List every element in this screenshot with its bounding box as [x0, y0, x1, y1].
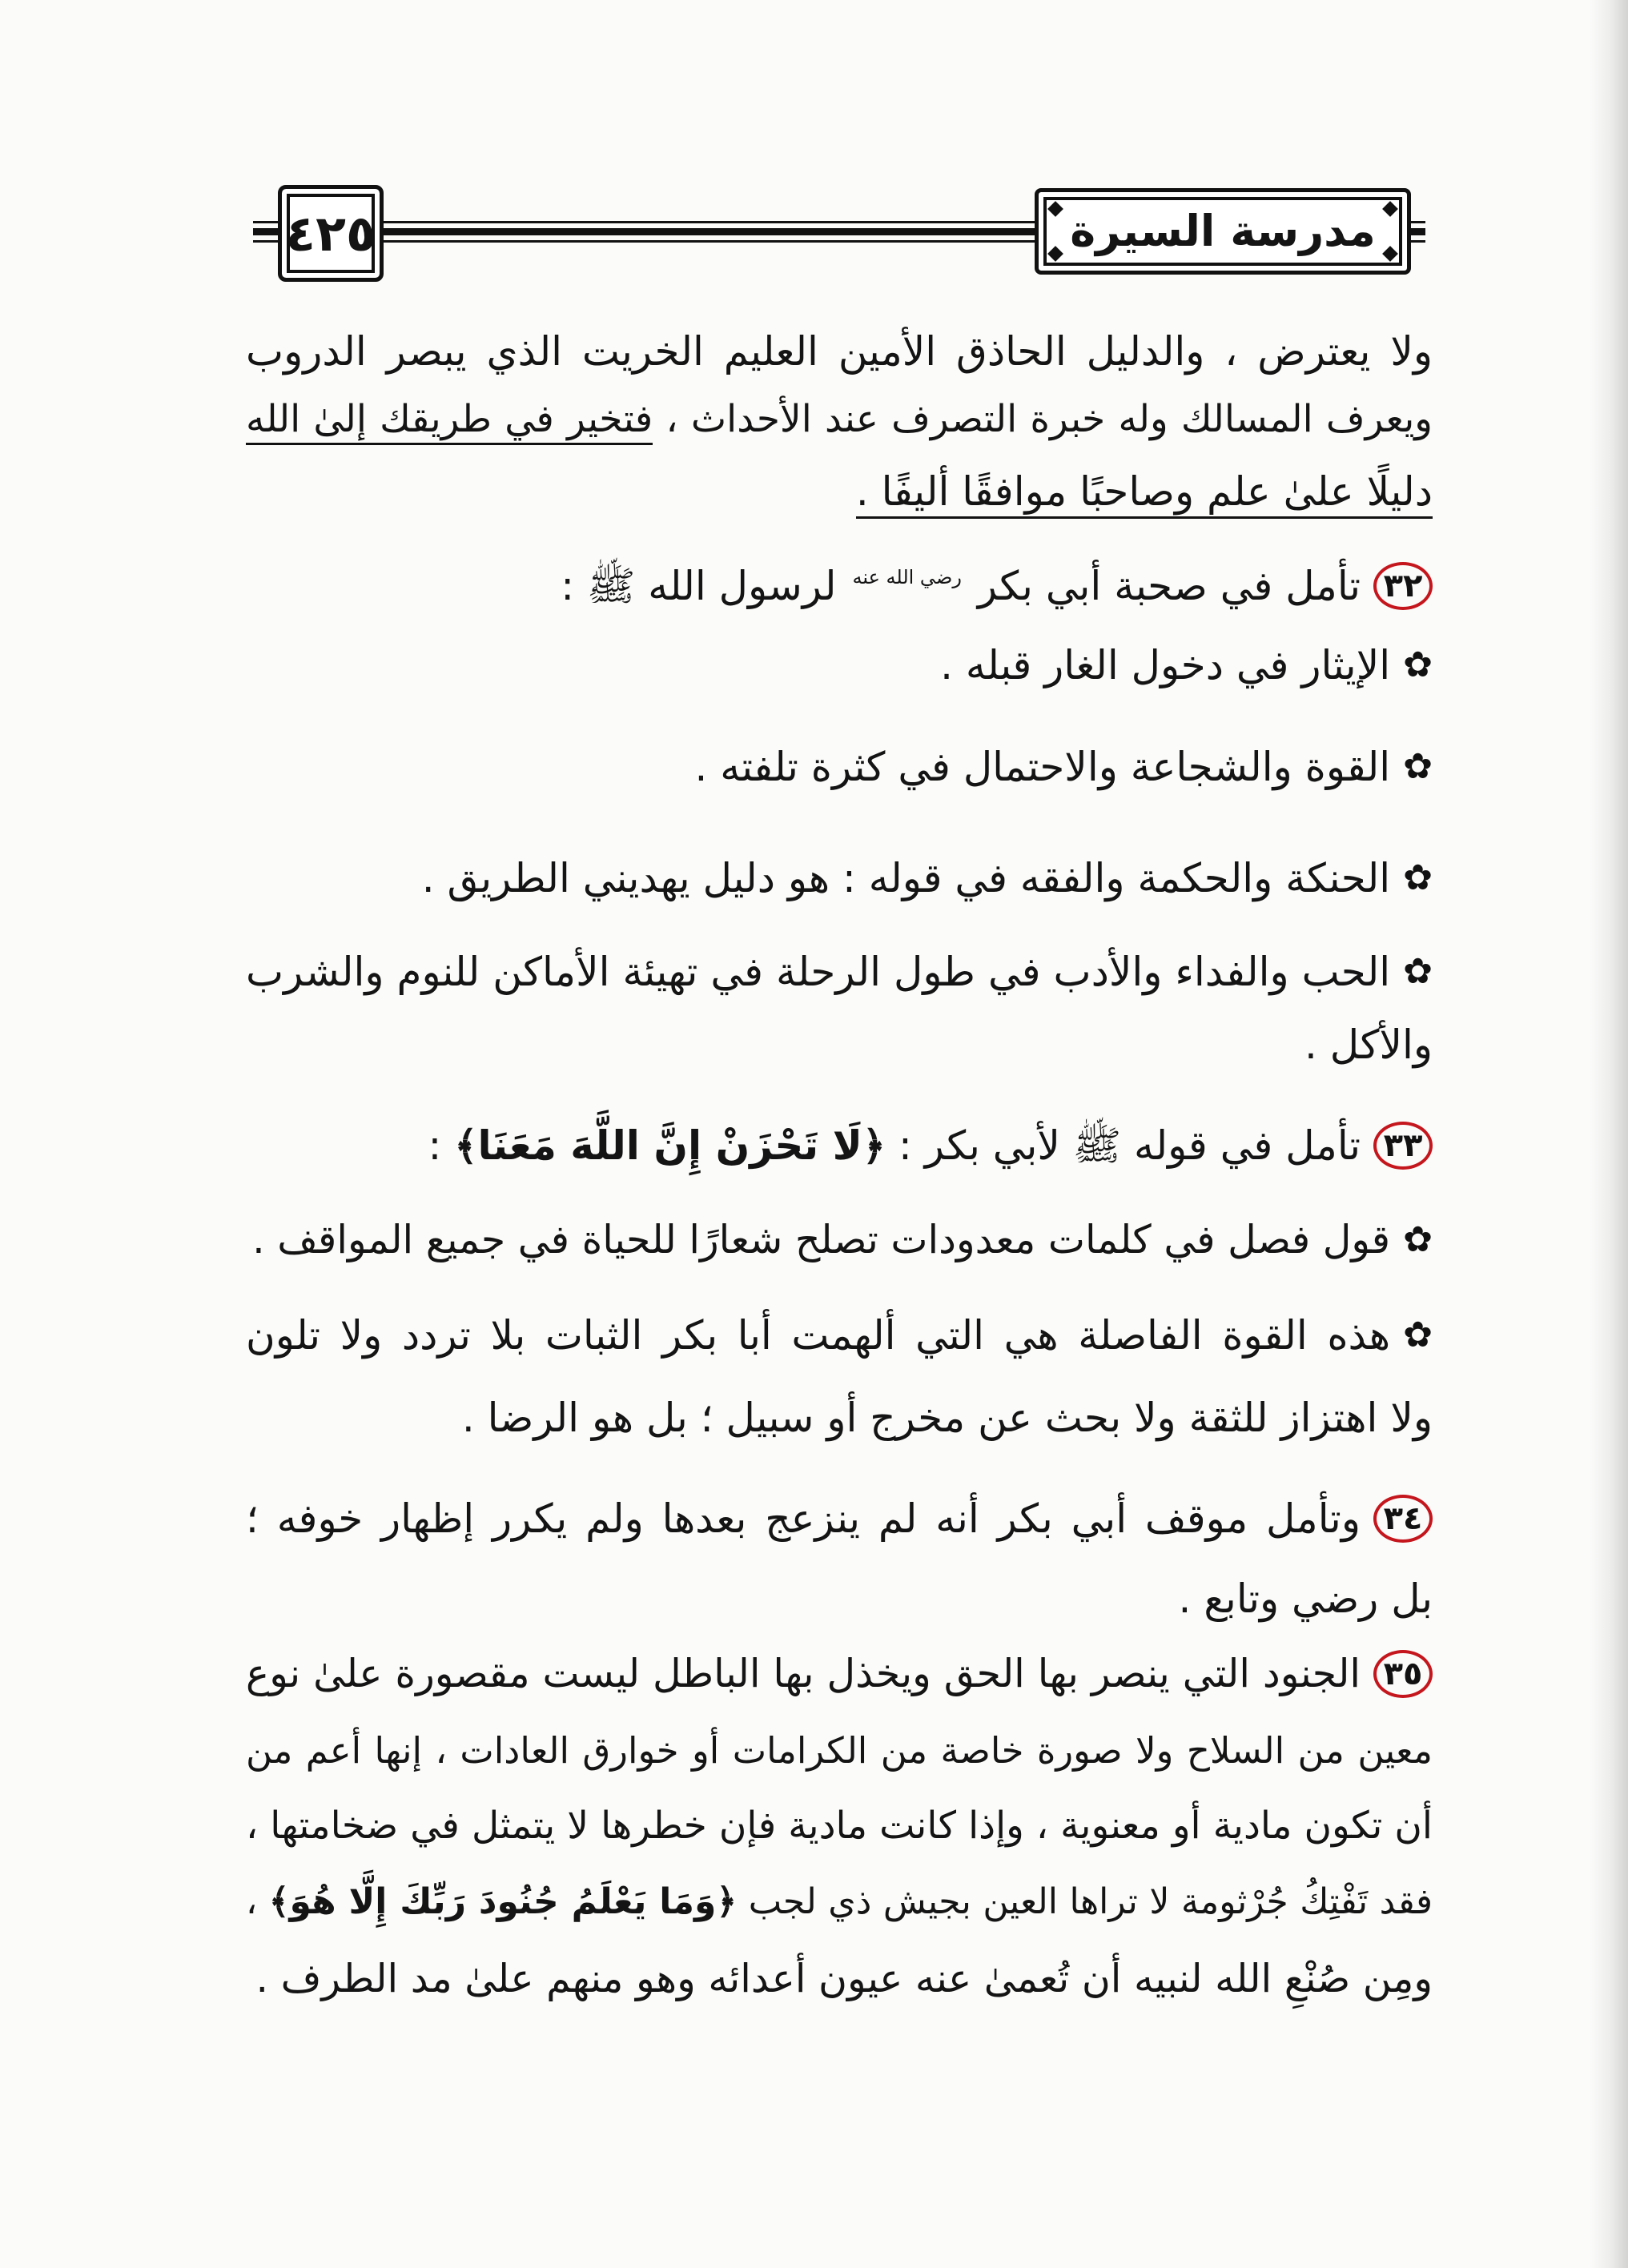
bullet-line	[246, 842, 1433, 914]
frame-ornament	[1382, 201, 1398, 217]
running-title: مدرسة السيرة	[1070, 206, 1376, 256]
item-text: وتأمل موقف أبي بكر أنه لم ينزعج بعدها ولم يكرر إظهار خوفه ؛	[246, 1495, 1361, 1542]
florette-bullet-icon: ✿	[1403, 746, 1433, 787]
bullet-text: ولا اهتزاز للثقة ولا بحث عن مخرج أو سبيل ؛ بل هو الرضا .	[461, 1395, 1433, 1441]
frame-ornament	[1047, 246, 1063, 262]
item-number-badge: ٣٥	[1373, 1650, 1433, 1698]
item-number-badge: ٣٤	[1373, 1495, 1433, 1543]
bullet-continuation-line	[246, 1009, 1433, 1081]
bullet-text: الحنكة والحكمة والفقه في قوله : هو دليل يهديني الطريق .	[421, 855, 1391, 901]
item-text: فقد تَفْتِكُ جُرْثومة لا تراها العين بجيش ذي لجب	[748, 1881, 1433, 1922]
bullet-text: قول فصل في كلمات معدودات تصلح شعارًا للحياة في جميع المواقف .	[252, 1217, 1391, 1262]
bullet-line	[246, 1204, 1433, 1276]
bullet-line	[246, 731, 1433, 803]
item-heading	[246, 550, 1361, 622]
bullet-continuation-line	[246, 1382, 1433, 1454]
intro-line-3	[246, 456, 1433, 528]
item-continuation-line	[246, 1866, 1433, 1938]
intro-line-1	[246, 315, 1433, 387]
item-heading-text: لرسول الله ﷺ :	[561, 563, 837, 609]
item-heading	[246, 1110, 1361, 1182]
item-continuation-line	[246, 1563, 1433, 1635]
item-32-heading-line	[246, 550, 1433, 622]
item-continuation-line	[246, 1715, 1433, 1787]
page-edge-shadow	[1590, 0, 1628, 2268]
bullet-line	[246, 629, 1433, 701]
item-number-badge: ٣٢	[1373, 562, 1433, 610]
quran-quote: ﴿وَمَا يَعْلَمُ جُنُودَ رَبِّكَ إِلَّا هُوَ﴾	[268, 1881, 738, 1922]
florette-bullet-icon: ✿	[1403, 857, 1433, 898]
item-heading-text: :	[428, 1122, 442, 1169]
bullet-text: الحب والفداء والأدب في طول الرحلة في تهيئة الأماكن للنوم والشرب	[246, 949, 1391, 995]
florette-bullet-icon: ✿	[1403, 951, 1433, 992]
bullet-text: الإيثار في دخول الغار قبله .	[940, 642, 1391, 688]
item-33-heading-line	[246, 1110, 1433, 1182]
florette-bullet-icon: ✿	[1403, 1315, 1433, 1355]
florette-bullet-icon: ✿	[1403, 1219, 1433, 1260]
intro-line-3-underlined-text: دليلًا علىٰ علم وصاحبًا موافقًا أليفًا .	[856, 468, 1433, 519]
bullet-text: القوة والشجاعة والاحتمال في كثرة تلفته .	[694, 744, 1391, 790]
intro-line-2-text: ويعرف المسالك وله خبرة التصرف عند الأحداث ،	[665, 397, 1433, 441]
item-continuation-line	[246, 1790, 1433, 1862]
honorific-text: رضي الله عنه	[852, 566, 962, 588]
page-number: ٤٢٥	[285, 203, 376, 263]
page-number-frame	[278, 185, 384, 282]
bullet-line	[246, 1299, 1433, 1371]
bullet-line	[246, 936, 1433, 1008]
item-35-line	[246, 1638, 1433, 1710]
item-text: ،	[246, 1881, 258, 1922]
item-text: أن تكون مادية أو معنوية ، وإذا كانت مادية فإن خطرها لا يتمثل في ضخامتها ،	[246, 1804, 1433, 1848]
quran-quote: ﴿لَا تَحْزَنْ إِنَّ اللَّهَ مَعَنَا﴾	[454, 1122, 886, 1169]
frame-ornament	[1382, 246, 1398, 262]
intro-line-1-text: ولا يعترض ، والدليل الحاذق الأمين العليم الخريت الذي يبصر الدروب	[246, 328, 1433, 375]
item-number-badge: ٣٣	[1373, 1122, 1433, 1170]
intro-line-2	[246, 383, 1433, 456]
item-text: ومِن صُنْعِ الله لنبيه أن تُعمىٰ عنه عيون أعدائه وهو منهم علىٰ مد الطرف .	[255, 1956, 1433, 2001]
bullet-text: هذه القوة الفاصلة هي التي ألهمت أبا بكر الثبات بلا تردد ولا تلون	[246, 1312, 1391, 1359]
item-text: الجنود التي ينصر بها الحق ويخذل بها الباطل ليست مقصورة علىٰ نوع	[246, 1651, 1361, 1696]
florette-bullet-icon: ✿	[1403, 644, 1433, 685]
item-heading-text: تأمل في قوله ﷺ لأبي بكر :	[898, 1122, 1361, 1169]
item-continuation-line	[246, 1943, 1433, 2015]
bullet-text: والأكل .	[1304, 1022, 1433, 1068]
running-title-frame	[1035, 188, 1411, 275]
item-heading-text: تأمل في صحبة أبي بكر	[977, 563, 1361, 609]
frame-ornament	[1047, 201, 1063, 217]
item-text: بل رضي وتابع .	[1178, 1576, 1433, 1622]
item-text: معين من السلاح ولا صورة خاصة من الكرامات أو خوارق العادات ، إنها أعم من	[246, 1729, 1433, 1772]
item-34-line	[246, 1483, 1433, 1555]
intro-line-2-underlined-text: فتخير في طريقك إلىٰ الله	[246, 397, 653, 445]
